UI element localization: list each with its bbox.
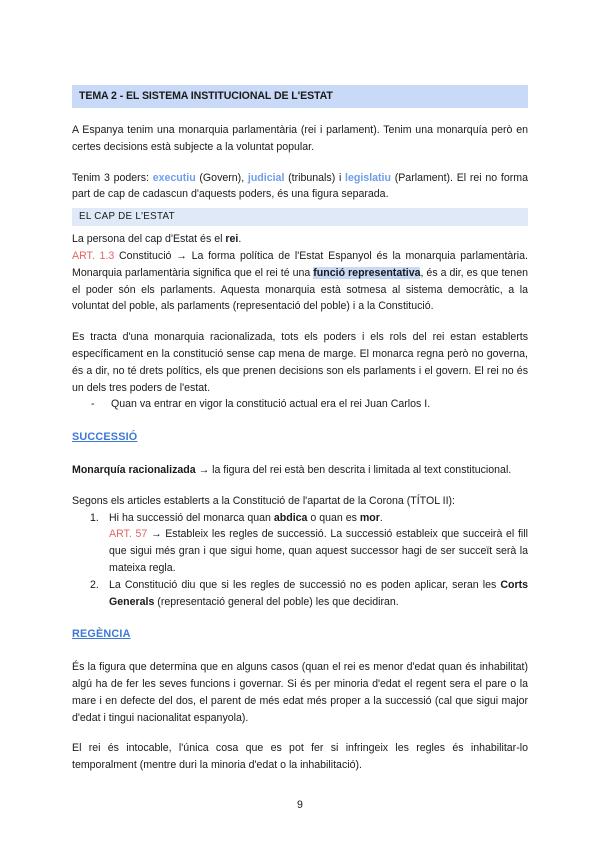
list-item-text: Quan va entrar en vigor la constitució actual era el rei Juan Carlos I. [111,398,431,411]
cap-paragraph-1 [72,231,528,248]
item-article [109,526,528,576]
bold-term: rei [225,233,239,246]
text-run: Hi ha successió del monarca quan [109,511,274,524]
heading-successio: SUCCESSIÓ [72,431,138,444]
item-number: 1. [90,511,99,524]
text-run: La Constitució diu que si les regles de successió no es poden aplicar, seran les [109,578,501,591]
article-reference: ART. 1.3 [72,249,115,262]
successio-paragraph-1 [72,462,528,479]
bold-term: Corts Generals [109,578,528,608]
text-run: . [238,233,242,246]
intro-paragraph-2 [72,170,528,204]
successio-paragraph-2: Segons els articles establerts a la Constitució de l'apartat de la Corona (TÍTOL II): [72,494,455,507]
cap-paragraph-3: Es tracta d'una monarquia racionalizada, tots els poders i els rols del rei estan establerts específicament en la constitució sense cap mena de marge. El monarca regna però no governa, és a dir, no té drets polítics, els que prenen decisions son els parlaments i el govern. El rei no és un dels tres poders de l'estat. [72,331,528,394]
highlighted-term: funció representativa [313,266,421,279]
text-run: → la figura del rei està ben descrita i limitada al text constitucional. [195,463,512,476]
power-executiu: executiu [152,171,196,184]
cap-article-paragraph [72,248,528,315]
list-item [72,396,528,413]
text-run: → Estableix les regles de successió. La successió estableix que succeirà el fill que sigui més gran i que sigui home, quan aquest successor hagi de ser succeït serà la mateixa regla. [109,528,528,574]
text-run: (Govern), [195,171,248,184]
power-judicial: judicial [247,171,285,184]
page-number: 9 [297,799,303,811]
text-run: Tenim 3 poders: [72,171,153,184]
intro-paragraph-1: A Espanya tenim una monarquia parlamentària (rei i parlament). Tenim una monarquía però en certes decisions està subjecte a la voluntat popular. [72,124,528,153]
item-text [109,577,528,611]
text-run: o quan es [307,511,360,524]
text-run: (representació general del poble) les que decidiran. [154,595,399,608]
text-run: , és a dir, es que tenen el poder són els parlaments. Aquesta monarquia està sotmesa al sistema democràtic, a la voluntat del poble, als parlaments (representació del poble) i a la Constitució. [72,266,528,313]
bold-term: mor [359,511,380,524]
section-title: TEMA 2 - EL SISTEMA INSTITUCIONAL DE L'ESTAT [72,85,528,108]
article-reference: ART. 57 [109,528,148,541]
heading-regencia: REGÈNCIA [72,628,131,641]
bold-term: Monarquía racionalizada [72,463,196,476]
numbered-item-2 [72,577,528,611]
page-content [72,85,528,774]
text-run: La persona del cap d'Estat és el [72,233,226,246]
regencia-paragraph-2: El rei és intocable, l'única cosa que es pot fer si infringeix les regles és inhabilitar-lo temporalment (mentre duri la minoria d'edat o la inhabilitació). [72,742,528,772]
item-text [109,510,528,527]
text-run: (tribunals) i [284,171,346,184]
power-legislatiu: legislatiu [345,171,391,184]
numbered-item-1 [72,510,528,577]
dash-marker: - [91,398,95,411]
text-run: . [379,511,383,524]
subsection-title: EL CAP DE L'ESTAT [72,208,528,226]
text-run: (Parlament). El rei no forma part de cap de cadascun d'aquests poders, és una figura separada. [72,171,528,201]
text-run: Constitució → La forma política de l'Estat Espanyol és la monarquia parlamentària. Monarquia parlamentària significa que el rei té una [72,249,528,279]
bold-term: abdica [273,511,308,524]
item-number: 2. [90,578,99,591]
regencia-paragraph-1: És la figura que determina que en alguns casos (quan el rei es menor d'edat quan és inhabilitat) algú ha de fer les seves funcions i governar. Si és per minoria d'edat el regent sera el pare o la mare i en defecte del dos, el parent de més edat més proper a la successió (cal que sigui major d'edat i tingui nacionalitat espanyola). [72,661,528,724]
